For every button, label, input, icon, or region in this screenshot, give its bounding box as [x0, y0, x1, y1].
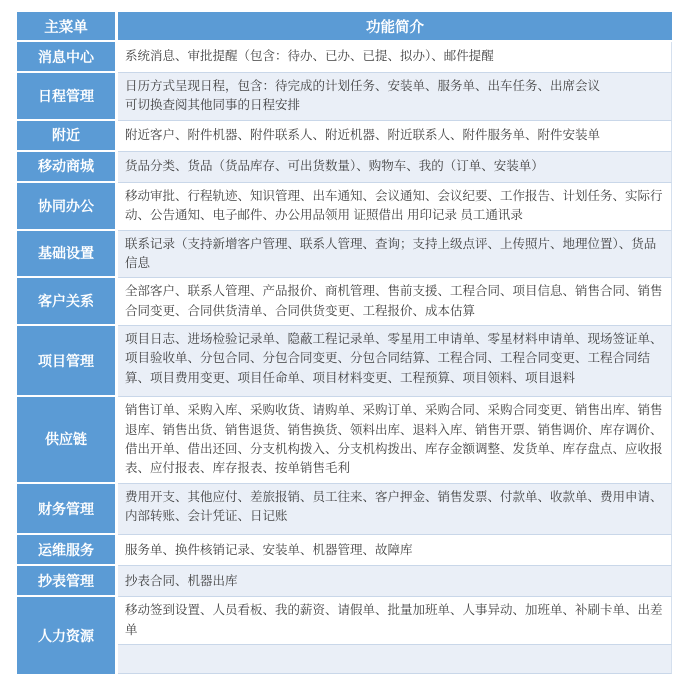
desc-line: 可切换查阅其他同事的日程安排: [125, 98, 301, 113]
desc-line: 附近客户、附件机器、附件联系人、附近机器、附近联系人、附件服务单、附件安装单: [125, 128, 601, 143]
table-row: [17, 231, 672, 279]
desc-cell: [118, 597, 672, 645]
table-row: [17, 566, 672, 597]
desc-cell: [118, 326, 672, 397]
desc-cell: [118, 484, 672, 536]
table-row: [17, 597, 672, 645]
menu-cell: 日程管理: [17, 73, 118, 121]
table-header-row: [17, 12, 672, 42]
desc-line: 移动签到设置、人员看板、我的薪资、请假单、批量加班单、人事异动、加班单、补刷卡单、出差单: [125, 603, 663, 637]
desc-cell: [118, 152, 672, 183]
menu-cell: 消息中心: [17, 42, 118, 73]
desc-line: 联系记录（支持新增客户管理、联系人管理、查询；支持上级点评、上传照片、地理位置）、货品信息: [125, 236, 657, 270]
desc-line: 全部客户、联系人管理、产品报价、商机管理、售前支援、工程合同、项目信息、销售合同、销售合同变更、合同供货清单、合同供货变更、工程报价、成本估算: [125, 284, 663, 318]
menu-cell: 运维服务: [17, 535, 118, 566]
desc-cell: [118, 231, 672, 279]
menu-cell: 供应链: [17, 397, 118, 484]
menu-cell: 移动商城: [17, 152, 118, 183]
table-row: [17, 484, 672, 536]
desc-line: 系统消息、审批提醒（包含：待办、已办、已提、拟办）、邮件提醒: [125, 49, 494, 64]
table-row: [17, 278, 672, 326]
desc-line: 销售订单、采购入库、采购收货、请购单、采购订单、采购合同、采购合同变更、销售出库、销售退库、销售出货、销售退货、销售换货、领料出库、退料入库、销售开票、销售调价、库存调价、借出开单、借出还回、分支机构拨入、分支机构拨出、库存金额调整、发货单、库存盘点、应收报表、应付报表、库存报表、按单销售毛利: [125, 403, 663, 476]
desc-cell: [118, 121, 672, 152]
table-row: [17, 183, 672, 231]
desc-line: 项目日志、进场检验记录单、隐蔽工程记录单、零星用工申请单、零星材料申请单、现场签证单、项目验收单、分包合同、分包合同变更、分包合同结算、工程合同、工程合同变更、工程合同结算、项目费用变更、项目任命单、项目材料变更、工程预算、项目领料、项目退料: [125, 332, 663, 385]
desc-line: 移动审批、行程轨迹、知识管理、出车通知、会议通知、会议纪要、工作报告、计划任务、实际行动、公告通知、电子邮件、办公用品领用 证照借出 用印记录 员工通讯录: [125, 188, 663, 223]
desc-cell: [118, 566, 672, 597]
feature-table: [17, 12, 672, 674]
table-row: [17, 397, 672, 484]
desc-cell: [118, 183, 672, 231]
menu-cell: 客户关系: [17, 278, 118, 326]
table-row: [17, 121, 672, 152]
desc-line: 服务单、换件核销记录、安装单、机器管理、故障库: [125, 542, 413, 557]
desc-line: 日历方式呈现日程，包含：待完成的计划任务、安装单、服务单、出车任务、出席会议: [125, 79, 601, 93]
desc-cell: [118, 42, 672, 73]
menu-cell: 财务管理: [17, 484, 118, 536]
table-row: [17, 152, 672, 183]
desc-cell: [118, 73, 672, 121]
desc-cell: [118, 278, 672, 326]
menu-cell: 项目管理: [17, 326, 118, 397]
desc-cell: [118, 397, 672, 484]
menu-header-cell: 主菜单: [17, 12, 118, 42]
desc-cell-empty: [118, 645, 672, 674]
table-row: [17, 42, 672, 73]
table-row: [17, 535, 672, 566]
desc-line: 货品分类、货品（货品库存、可出货数量）、购物车、我的（订单、安装单）: [125, 159, 544, 174]
table-row: [17, 326, 672, 397]
menu-cell: 抄表管理: [17, 566, 118, 597]
desc-header-cell: 功能简介: [118, 12, 672, 42]
desc-cell: [118, 535, 672, 566]
desc-line: 费用开支、其他应付、差旅报销、员工往来、客户押金、销售发票、付款单、收款单、费用申请、内部转账、会计凭证、日记账: [125, 489, 663, 523]
menu-cell: 附近: [17, 121, 118, 152]
menu-cell: 基础设置: [17, 231, 118, 279]
menu-cell: 人力资源: [17, 597, 118, 674]
table-row: [17, 73, 672, 121]
menu-cell: 协同办公: [17, 183, 118, 231]
desc-line: 抄表合同、机器出库: [125, 573, 238, 588]
